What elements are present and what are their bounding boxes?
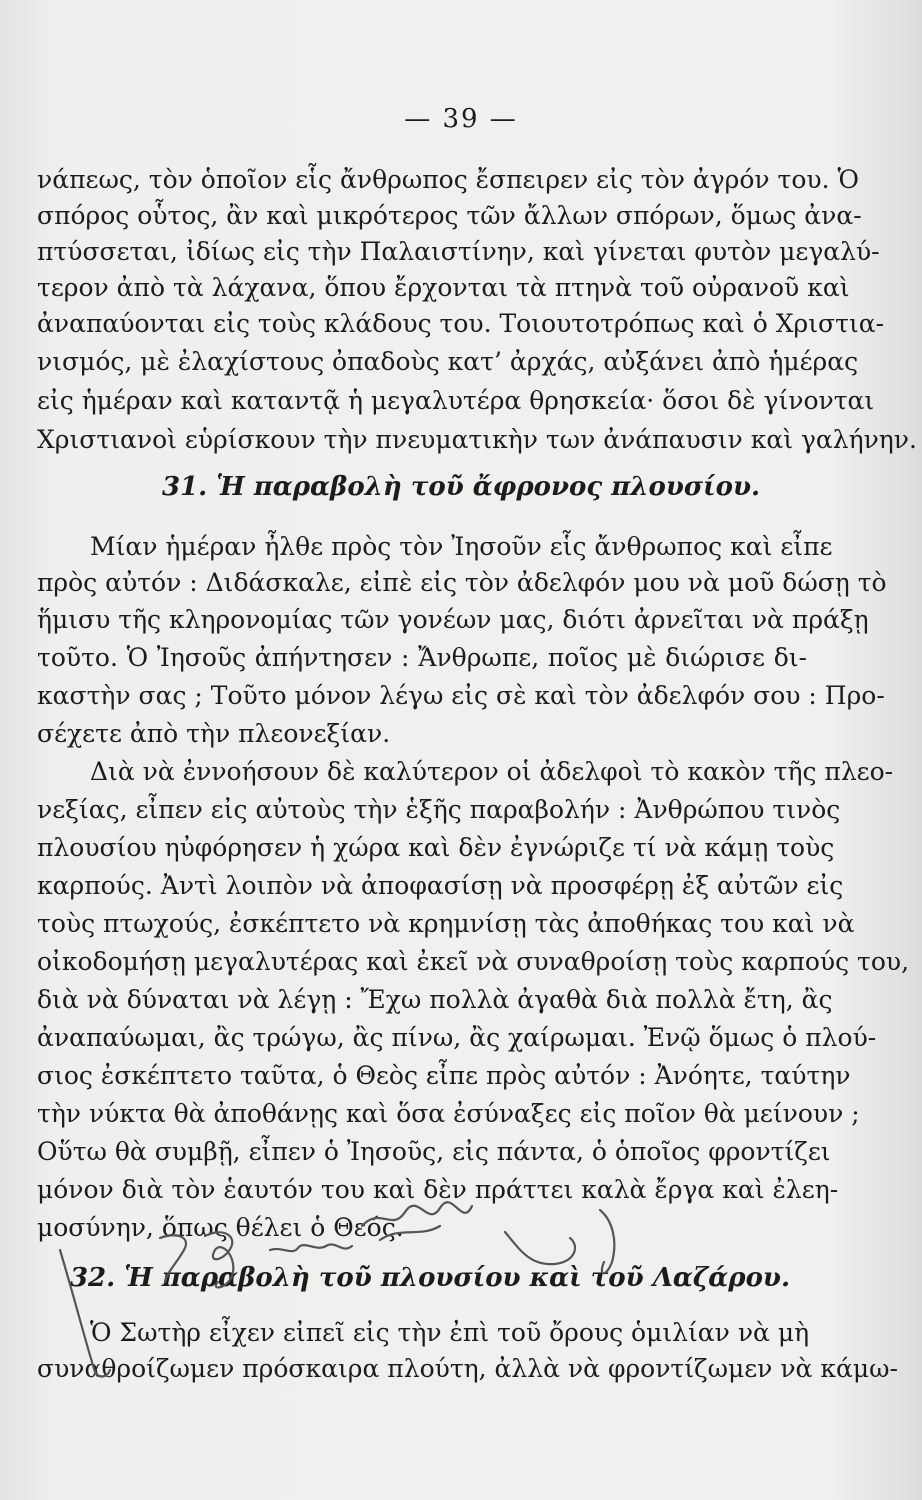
text-line: τερον ἀπὸ τὰ λάχανα, ὅπου ἔρχονται τὰ πτηνὰ τοῦ οὐρανοῦ καὶ bbox=[37, 273, 850, 302]
text-line: νεξίας, εἶπεν εἰς αὐτοὺς τὴν ἑξῆς παραβολήν : Ἀνθρώπου τινὸς bbox=[37, 795, 841, 824]
text-line: εἰς ἡμέραν καὶ καταντᾷ ἡ μεγαλυτέρα θρησκεία· ὅσοι δὲ γίνονται bbox=[37, 386, 875, 415]
text-line: οἰκοδομήσῃ μεγαλυτέρας καὶ ἐκεῖ νὰ συναθροίσῃ τοὺς καρπούς του, bbox=[37, 947, 910, 976]
text-line: πτύσσεται, ἰδίως εἰς τὴν Παλαιστίνην, καὶ γίνεται φυτὸν μεγαλύ- bbox=[37, 237, 880, 266]
text-line: καστὴν σας ; Τοῦτο μόνον λέγω εἰς σὲ καὶ τὸν ἀδελφόν σου : Προ- bbox=[37, 681, 885, 710]
text-line: νάπεως, τὸν ὁποῖον εἷς ἄνθρωπος ἔσπειρεν εἰς τὸν ἀγρόν του. Ὁ bbox=[37, 165, 860, 194]
text-line: ἀναπαύονται εἰς τοὺς κλάδους του. Τοιουτοτρόπως καὶ ὁ Χριστια- bbox=[37, 309, 885, 338]
text-line: διὰ νὰ δύναται νὰ λέγῃ : Ἔχω πολλὰ ἀγαθὰ διὰ πολλὰ ἔτη, ἂς bbox=[37, 985, 833, 1014]
text-line: μόνον διὰ τὸν ἑαυτόν του καὶ δὲν πράττει καλὰ ἔργα καὶ ἐλεη- bbox=[37, 1175, 839, 1204]
text-line: τὴν νύκτα θὰ ἀποθάνῃς καὶ ὅσα ἐσύναξες εἰς ποῖον θὰ μείνουν ; bbox=[37, 1099, 860, 1128]
text-line: Ὁ Σωτὴρ εἶχεν εἰπεῖ εἰς τὴν ἐπὶ τοῦ ὄρους ὁμιλίαν νὰ μὴ bbox=[90, 1318, 810, 1347]
text-line: Διὰ νὰ ἐννοήσουν δὲ καλύτερον οἱ ἀδελφοὶ τὸ κακὸν τῆς πλεο- bbox=[90, 757, 894, 786]
text-line: τοῦτο. Ὁ Ἰησοῦς ἀπήντησεν : Ἄνθρωπε, ποῖος μὲ διώρισε δι- bbox=[37, 643, 807, 672]
text-line: σέχετε ἀπὸ τὴν πλεονεξίαν. bbox=[37, 719, 391, 748]
page-number: — 39 — bbox=[404, 104, 518, 134]
text-line: Οὕτω θὰ συμβῇ, εἶπεν ὁ Ἰησοῦς, εἰς πάντα, ὁ ὁποῖος φροντίζει bbox=[37, 1137, 831, 1166]
text-line: συναθροίζωμεν πρόσκαιρα πλούτη, ἀλλὰ νὰ φροντίζωμεν νὰ κάμω- bbox=[37, 1354, 898, 1383]
text-line: μοσύνην, ὅπως θέλει ὁ Θεός. bbox=[37, 1213, 404, 1242]
text-line: ἥμισυ τῆς κληρονομίας τῶν γονέων μας, διότι ἀρνεῖται νὰ πράξῃ bbox=[37, 605, 869, 634]
text-line: σιος ἐσκέπτετο ταῦτα, ὁ Θεὸς εἶπε πρὸς αὐτόν : Ἀνόητε, ταύτην bbox=[37, 1061, 851, 1090]
text-line: καρπούς. Ἀντὶ λοιπὸν νὰ ἀποφασίσῃ νὰ προσφέρῃ ἐξ αὐτῶν εἰς bbox=[37, 871, 844, 900]
section-heading-32: 32. Ἡ παραβολὴ τοῦ πλουσίου καὶ τοῦ Λαζάρου. bbox=[69, 1263, 791, 1293]
text-line: ἀναπαύωμαι, ἂς τρώγω, ἂς πίνω, ἂς χαίρωμαι. Ἐνῷ ὅμως ὁ πλού- bbox=[37, 1023, 877, 1052]
section-heading-31: 31. Ἡ παραβολὴ τοῦ ἄφρονος πλουσίου. bbox=[161, 472, 761, 502]
text-line: τοὺς πτωχούς, ἐσκέπτετο νὰ κρημνίσῃ τὰς ἀποθήκας του καὶ νὰ bbox=[37, 909, 855, 938]
text-line: σπόρος οὗτος, ἂν καὶ μικρότερος τῶν ἄλλων σπόρων, ὅμως ἀνα- bbox=[37, 201, 862, 230]
text-line: νισμός, μὲ ἐλαχίστους ὀπαδοὺς κατ’ ἀρχάς, αὐξάνει ἀπὸ ἡμέρας bbox=[37, 347, 859, 376]
text-line: πλουσίου ηὐφόρησεν ἡ χώρα καὶ δὲν ἐγνώριζε τί νὰ κάμῃ τοὺς bbox=[37, 833, 835, 862]
text-line: Μίαν ἡμέραν ἦλθε πρὸς τὸν Ἰησοῦν εἷς ἄνθρωπος καὶ εἶπε bbox=[90, 532, 833, 561]
text-line: πρὸς αὐτόν : Διδάσκαλε, εἰπὲ εἰς τὸν ἀδελφόν μου νὰ μοῦ δώσῃ τὸ bbox=[37, 568, 887, 597]
text-line: Χριστιανοὶ εὑρίσκουν τὴν πνευματικὴν των ἀνάπαυσιν καὶ γαλήνην. bbox=[37, 425, 917, 454]
